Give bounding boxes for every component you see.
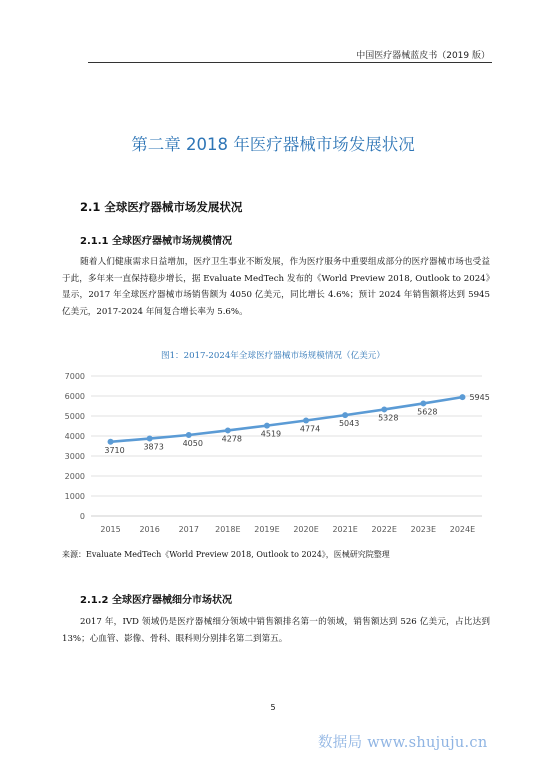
- y-tick-label: 5000: [64, 412, 85, 421]
- section-heading-2-1-2: 2.1.2 全球医疗器械细分市场状况: [80, 595, 232, 606]
- series-line: [111, 397, 463, 442]
- data-label: 3873: [143, 442, 164, 452]
- x-tick-label: 2022E: [371, 525, 397, 534]
- x-tick-label: 2017: [178, 525, 199, 534]
- data-label: 4519: [260, 429, 282, 439]
- data-point: [264, 423, 270, 429]
- paragraph-market-size: [62, 254, 490, 320]
- x-tick-label: 2019E: [254, 525, 280, 534]
- source-note: 来源：Evaluate MedTech《World Preview 2018, Outlook to 2024》，医械研究院整理: [62, 550, 390, 559]
- x-tick-label: 2023E: [410, 525, 437, 534]
- data-point: [420, 400, 426, 406]
- y-tick-label: 2000: [64, 472, 85, 481]
- line-chart: [0, 360, 546, 540]
- x-tick-label: 2016: [139, 525, 160, 534]
- data-point: [186, 432, 192, 438]
- data-label: 5328: [378, 413, 399, 423]
- data-label: 5628: [417, 407, 438, 417]
- data-label: 4278: [221, 434, 243, 444]
- data-label: 4774: [299, 424, 321, 434]
- data-point: [225, 427, 231, 433]
- y-tick-label: 4000: [64, 432, 85, 441]
- y-axis-ticks: [65, 372, 85, 521]
- data-label: 4050: [182, 439, 203, 448]
- y-tick-label: 1000: [64, 492, 85, 501]
- x-tick-label: 2015: [100, 525, 121, 534]
- x-tick-label: 2021E: [332, 525, 358, 534]
- data-label: 3710: [104, 445, 125, 455]
- x-tick-label: 2020E: [293, 525, 319, 534]
- y-tick-label: 6000: [64, 392, 85, 401]
- watermark-text: 数据局 www.shujuju.cn: [318, 735, 488, 751]
- y-tick-label: 7000: [64, 372, 85, 381]
- data-point: [381, 406, 387, 412]
- paragraph-segment-market-text: 2017 年，IVD 领域仍是医疗器械细分领域中销售额排名第一的领域，销售额达到 526 亿美元，占比达到 13%；心血管、影像、骨科、眼科则分别排名第二到第五。: [62, 617, 490, 644]
- x-axis-ticks: [100, 525, 475, 534]
- section-heading-2-1-1: 2.1.1 全球医疗器械市场规模情况: [80, 236, 232, 247]
- x-tick-label: 2024E: [449, 525, 476, 534]
- chart-title: 图1：2017-2024年全球医疗器械市场规模情况（亿美元）: [161, 351, 385, 361]
- data-point: [342, 412, 348, 418]
- page-number: 5: [270, 703, 276, 712]
- y-tick-label: 0: [79, 512, 85, 521]
- running-header: 中国医疗器械蓝皮书（2019 版）: [356, 51, 490, 61]
- paragraph-segment-market: [62, 614, 490, 647]
- data-point: [459, 394, 465, 400]
- data-point: [147, 436, 153, 442]
- data-label: 5945: [469, 393, 490, 403]
- section-heading-2-1: 2.1 全球医疗器械市场发展状况: [80, 200, 243, 214]
- x-tick-label: 2018E: [215, 525, 241, 534]
- data-point: [108, 439, 114, 445]
- header-rule: [88, 62, 492, 63]
- chapter-title: 第二章 2018 年医疗器械市场发展状况: [131, 135, 415, 154]
- data-point: [303, 418, 309, 424]
- y-tick-label: 3000: [64, 452, 85, 461]
- paragraph-market-size-text: 随着人们健康需求日益增加，医疗卫生事业不断发展，作为医疗服务中重要组成部分的医疗器械市场也受益于此，多年来一直保持稳步增长，据 Evaluate MedTech 发布的《World Preview 2018, Outlook to 2024》显示，2017 年全球医疗器械市场销售额为 4050 亿美元，同比增长 4.6%；预计 2024 年销售额将达到 5945 亿美元，2017-2024 年间复合增长率为 5.6%。: [62, 257, 490, 317]
- data-label: 5043: [338, 419, 360, 429]
- series-market-size: [108, 394, 466, 445]
